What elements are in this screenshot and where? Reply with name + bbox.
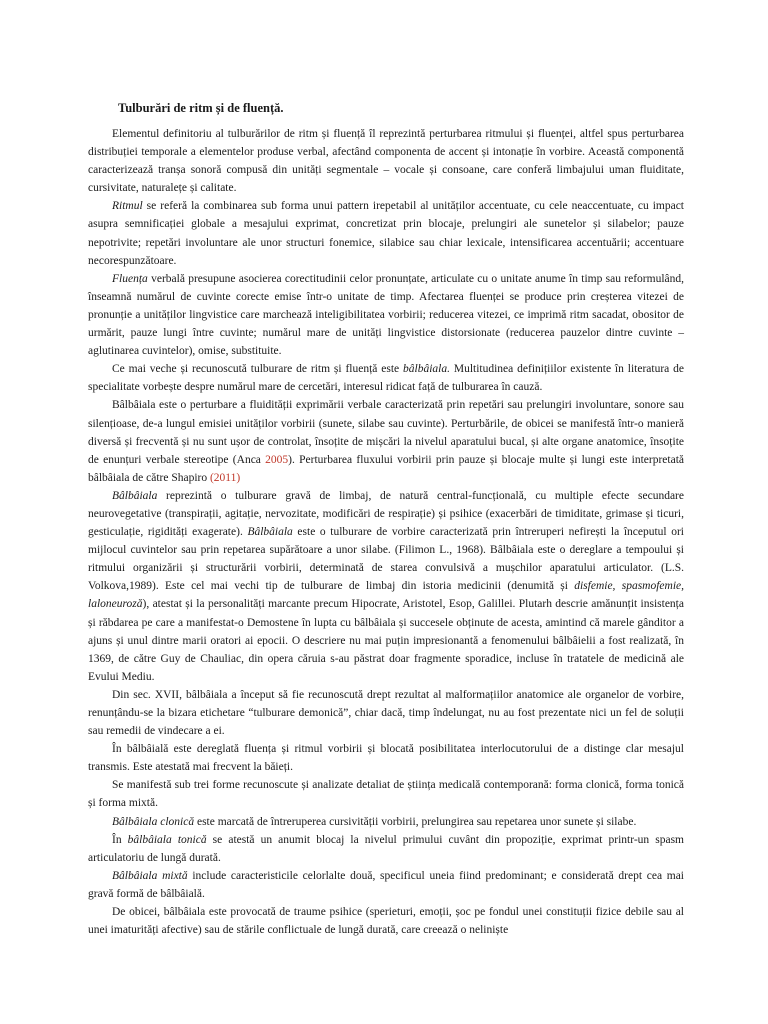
- paragraph-5-text-1: Bâlbâiala este o perturbare a fluidității exprimării verbale caracterizată prin repetări sau prelungiri involuntare, sonore sau silențioase, de-a lungul emisiei unităților vorbirii (sunete, silabe sau cuvinte). Perturbările, de obicei se manifestă într-o manieră diversă și frecventă și nu sunt ușor de controlat, însoțite de mișcări la nivelul aparatului bucal, și alte organe anatomice, însoțite de enunțuri verbale stereotipe (Anca: [88, 399, 684, 466]
- paragraph-3-text: verbală presupune asocierea corectitudinii celor pronunțate, articulate cu o unitate anume în timp sau reformulând, înseamnă numărul de cuvinte corecte emise într-o unitate de timp. Afectarea fluenței se produce prin creșterea vitezei de pronunție a unităților lingvistice care marchează inteligibilitatea vorbirii; reducerea vitezei, ce imprimă ritm sacadat, obositor de urmărit, pauze lungi între cuvinte; numărul mare de unități lingvistice distorsionate (reducerea pauzelor dintre cuvinte – aglutinarea cuvintelor), omise, substituite.: [88, 272, 684, 358]
- page-title: Tulburări de ritm și de fluență.: [118, 101, 284, 115]
- paragraph-12-text: include caracteristicile celorlalte două, specificul uneia fiind predominant; e considerată drept cea mai gravă formă de bâlbâială.: [88, 869, 684, 900]
- paragraph-1: Elementul definitoriu al tulburărilor de ritm și fluență îl reprezintă perturbarea ritmului și fluenței, altfel spus perturbarea distribuției temporale a elementelor produse verbal, afectând componenta de accent și intonație în vorbire. Această componentă caracterizează tranșa sonoră compusă din unități segmentale – vocale și consoane, care conferă limbajului uman fluiditate, cursivitate, naturalețe și calitate.: [88, 128, 684, 195]
- paragraph-8: În bâlbâială este dereglată fluența și ritmul vorbirii și blocată posibilitatea interlocutorului de a distinge clar mesajul transmis. Este atestată mai frecvent la băieți.: [88, 743, 684, 774]
- paragraph-9: Se manifestă sub trei forme recunoscute și analizate detaliat de știința medicală contemporană: forma clonică, forma tonică și forma mixtă.: [88, 779, 684, 810]
- term-fluenta: Fluența: [112, 272, 148, 285]
- term-ritmul: Ritmul: [112, 200, 143, 213]
- paragraph-4-before: Ce mai veche și recunoscută tulburare de ritm și fluență este: [112, 363, 404, 376]
- paragraph-10: [88, 813, 684, 831]
- term-balbaiala-2: Bâlbâiala: [247, 526, 293, 539]
- term-synonyms: disfemie, spasmofemie, laloneuroză: [88, 580, 685, 611]
- paragraph-3: [88, 270, 684, 360]
- paragraph-6-text-2: este o tulburare de vorbire caracterizată prin întreruperi nefirești la începutul ori mijlocul cuvintelor sau prin repetarea supărătoare a unor silabe. (Filimon L., 1968). Bâlbâiala este o dereglare a tempoului și ritmului organizării și structurării vorbirii, determinată de starea convulsivă a mușchilor aparatului articulator. (L.S. Volkova,1989). Este cel mai vechi tip de tulburare de limbaj din istoria medicinii (denumită și: [88, 526, 684, 593]
- term-mixta: Bâlbâiala mixtă: [112, 869, 188, 882]
- term-tonica: bâlbâiala tonică: [127, 833, 207, 846]
- paragraph-6-text-1: reprezintă o tulburare gravă de limbaj, de natură central-funcțională, cu multiple efecte secundare neurovegetative (transpirații, agitație, nervozitate, modificări de respirație) și psihice (exacerbări de timiditate, grimase și ticuri, gesticulație, rigidități exagerate).: [88, 489, 684, 539]
- term-balbaiala: bâlbâiala.: [403, 363, 450, 376]
- paragraph-11: [88, 831, 684, 867]
- document-body: [88, 125, 684, 939]
- paragraph-13: De obicei, bâlbâiala este provocată de traume psihice (sperieturi, emoții, șoc pe fondul unei constituții fizice debile sau al unei imaturități afective) sau de stările conflictuale de lungă durată, care creează o neliniște: [88, 906, 684, 937]
- paragraph-11-before: În: [112, 833, 128, 846]
- citation-link-2005[interactable]: 2005: [265, 453, 289, 466]
- paragraph-10-text: este marcată de întreruperea cursivității vorbirii, prelungirea sau repetarea unor sunete și silabe.: [194, 815, 637, 828]
- paragraph-4: [88, 360, 684, 396]
- paragraph-12: [88, 867, 684, 903]
- paragraph-6-text-3: ), atestat și la personalități marcante precum Hipocrate, Aristotel, Esop, Galillei. Plutarh descrie amănunțit insistența și răbdarea pe care a manifestat-o Demostene în lupta cu bâlbâiala și succesele obținute de acesta, amintind că marele gânditor a ajuns și unul dintre marii oratori ai epocii. O descriere nu mai puțin impresionantă a fenomenului bâlbâielii a fost realizată, în 1369, de către Guy de Chauliac, din opera căruia s-au păstrat doar fragmente sporadice, incluse în tratatele de medicină ale Evului Mediu.: [88, 598, 684, 683]
- paragraph-2-text: se referă la combinarea sub forma unui pattern irepetabil al unităților accentuate, cu cele neaccentuate, cu impact asupra semnificației globale a mesajului exprimat, concretizat prin blocaje, prelungiri ale sunetelor și silabelor; pauze nepotrivite; repetări involuntare ale unor structuri fonemice, silabice sau chiar lexicale, intensificarea accentuării; accentuare necorespunzătoare.: [88, 200, 684, 267]
- term-clonica: Bâlbâiala clonică: [112, 815, 195, 828]
- paragraph-5: [88, 396, 684, 486]
- paragraph-7: Din sec. XVII, bâlbâiala a început să fie recunoscută drept rezultat al malformațiilor anatomice ale organelor de vorbire, renunțându-se la bizara etichetare “tulburare demonică”, chiar dacă, timp îndelungat, nu au fost prezentate nici un fel de soluții sau remedii de vindecare a ei.: [88, 688, 684, 738]
- paragraph-2: [88, 197, 684, 269]
- paragraph-11-after: se atestă un anumit blocaj la nivelul primului cuvânt din propoziție, exprimat printr-un spasm articulatoriu de lungă durată.: [88, 833, 684, 864]
- paragraph-5-text-2: ). Perturbarea fluxului vorbirii prin pauze și blocaje multe și lungi este interpretată bâlbâiala de către Shapiro: [88, 453, 684, 484]
- paragraph-4-after: Multitudinea definițiilor existente în literatura de specialitate vorbește despre numărul mare de cercetări, interesul ridicat față de tulburarea în cauză.: [88, 363, 684, 394]
- paragraph-6: [88, 487, 684, 686]
- citation-link-2011[interactable]: (2011): [209, 471, 241, 484]
- term-balbaiala-1: Bâlbâiala: [112, 489, 158, 502]
